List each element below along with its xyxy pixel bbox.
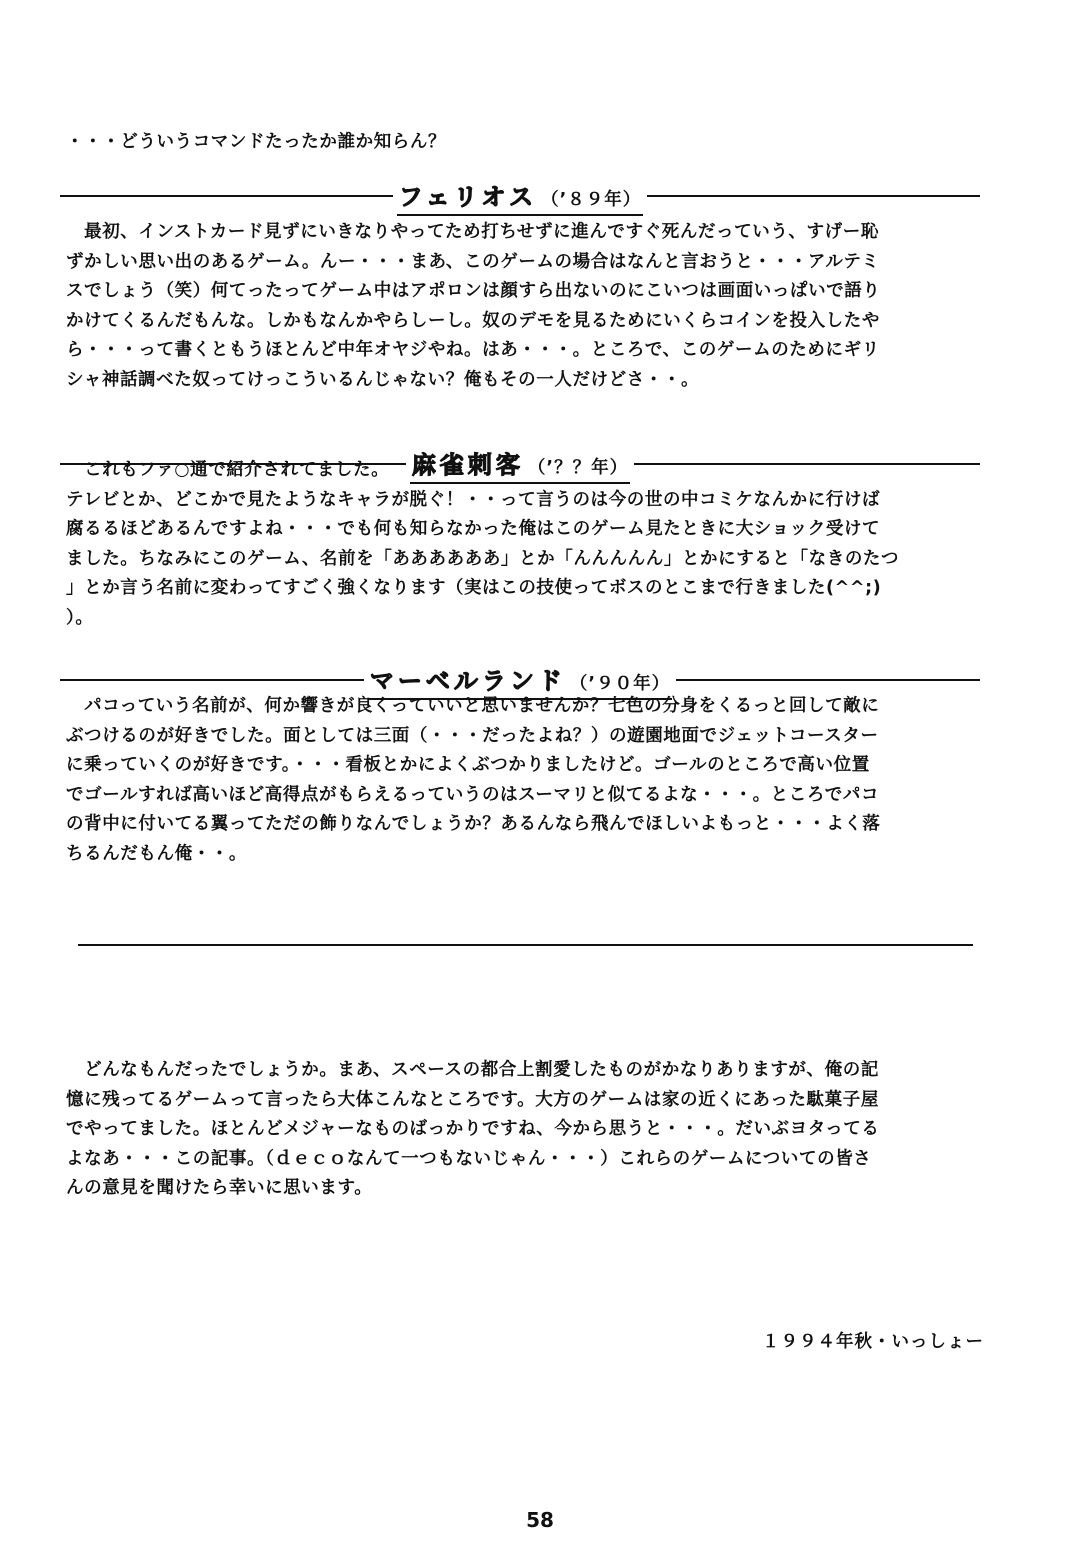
body-line: でやってました。ほとんどメジャーなものばっかりですね、今から思うと・・・。だいぶヨタってる [66, 1119, 880, 1140]
body-line: 最初、インストカード見ずにいきなりやってため打ちせずに進んですぐ死んだっていう、すげー恥 [66, 222, 879, 242]
body-line: 」とか言う名前に変わってすごく強くなります（実はこの技使ってボスのとこまで行きました(^^;) [66, 578, 882, 599]
body-line: に乗っていくのが好きです。・・・看板とかによくぶつかりましたけど。ゴールのところで高い位置 [66, 755, 870, 776]
body-line: かけてくるんだもんな。しかもなんかやらしーし。奴のデモを見るためにいくらコインを投入したや [66, 310, 880, 331]
body-line: ずかしい思い出のあるゲーム。んー・・・まあ、このゲームの場合はなんと言おうと・・・アルテミ [66, 251, 880, 272]
header-rule-left [60, 195, 393, 197]
body-line: どんなもんだったでしょうか。まあ、スペースの都合上割愛したものがかなりありますが、俺の記 [66, 1060, 879, 1080]
body-line: ）。 [66, 607, 94, 628]
section-title-box [397, 177, 643, 216]
body-line: ぶつけるのが好きでした。面としては三面（・・・だったよね？）の遊園地面でジェットコースター [66, 725, 879, 746]
body-line: でゴールすれば高いほど高得点がもらえるっていうのはスーマリと似てるよな・・・。ところでパコ [66, 784, 880, 805]
body-line: んの意見を聞けたら幸いに思います。 [66, 1178, 373, 1199]
body-line: ちるんだもん俺・・。 [66, 843, 247, 864]
body-line: ら・・・って書くともうほとんど中年オヤジやね。はあ・・・。ところで、このゲームのためにギリ [66, 340, 880, 361]
body-line: スでしょう（笑）何てったってゲーム中はアポロンは顔すら出ないのにこいつは画面いっぱいで語り [66, 281, 881, 302]
closing-paragraph [66, 1056, 996, 1204]
body-line: シャ神話調べた奴ってけっこういるんじゃない？俺もその一人だけどさ・・。 [66, 369, 700, 390]
section-body-mahjong [66, 456, 996, 634]
section-title: 麻雀刺客 [411, 450, 524, 479]
section-divider [78, 944, 973, 946]
header-rule-right [676, 679, 980, 681]
body-line: の背中に付いてる翼ってただの飾りなんでしょうか？あるんなら飛んでほしいよもっと・・・よく落 [66, 814, 881, 835]
intro-line: ・・・どういうコマンドたったか誰か知らん？ [66, 132, 447, 152]
body-line: 腐るるほどあるんですよね・・・でも何も知らなかった俺はこのゲーム見たときに大ショック受けて [66, 519, 881, 540]
body-line: パコっていう名前が、何か響きが良くっていいと思いませんか？七色の分身をくるっと回して敵に [66, 696, 880, 716]
header-rule-left [60, 679, 364, 681]
body-line: よなあ・・・この記事。（ｄｅｃｏなんて一つもないじゃん・・・）これらのゲームについての皆さ [66, 1148, 872, 1169]
page-number: 58 [526, 1508, 554, 1532]
section-year: （’９０年） [569, 673, 671, 694]
section-body-phelios [66, 218, 996, 396]
section-body-marvelland [66, 692, 996, 870]
signature: １９９４年秋・いっしょー [762, 1332, 984, 1352]
section-year: （’？？年） [527, 457, 629, 478]
body-line: これもファ○通で紹介されてました。 [66, 460, 390, 480]
body-line: 憶に残ってるゲームって言ったら大体こんなところです。大方のゲームは家の近くにあった駄菓子屋 [66, 1089, 879, 1110]
header-rule-right [647, 195, 980, 197]
body-line: ました。ちなみにこのゲーム、名前を「ああああああ」とか「んんんんん」とかにすると「なきのたつ [66, 548, 900, 569]
section-header-phelios [60, 176, 980, 216]
body-line: テレビとか、どこかで見たようなキャラが脱ぐ！・・って言うのは今の世の中コミケなんかに行けば [66, 489, 881, 510]
section-title: マーベルランド [369, 666, 566, 695]
section-year: （’８９年） [541, 189, 642, 210]
section-title: フェリオス [398, 182, 538, 211]
